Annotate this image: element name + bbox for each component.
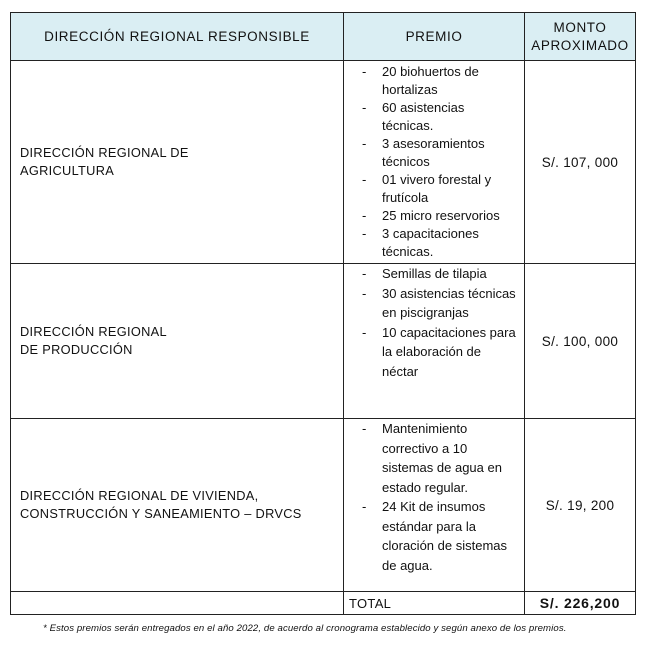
prize-list — [344, 419, 524, 575]
total-amount: S/. 226,200 — [525, 592, 636, 615]
footnote: * Estos premios serán entregados en el año 2022, de acuerdo al cronograma establecido y según anexo de los premios. — [43, 623, 567, 634]
prize-item: - 30 asistencias técnicas en piscigranjas — [382, 284, 516, 323]
direction-line1: DIRECCIÓN REGIONAL DE — [20, 145, 189, 160]
direction-line2: DE PRODUCCIÓN — [20, 342, 133, 357]
table-row — [11, 264, 636, 419]
direction-line2: CONSTRUCCIÓN Y SANEAMIENTO – DRVCS — [20, 506, 302, 521]
header-direction: DIRECCIÓN REGIONAL RESPONSIBLE — [11, 13, 344, 61]
table-row — [11, 419, 636, 592]
header-amount-line2: APROXIMADO — [531, 37, 629, 53]
direction-cell — [11, 419, 344, 592]
prize-cell — [344, 61, 525, 264]
prize-item: - 25 micro reservorios — [382, 207, 516, 225]
amount-cell: S/. 107, 000 — [525, 61, 636, 264]
prize-item: - 24 Kit de insumos estándar para la cloración de sistemas de agua. — [382, 497, 516, 575]
prize-item: - 20 biohuertos de hortalizas — [382, 63, 516, 99]
prize-cell — [344, 419, 525, 592]
amount-cell: S/. 19, 200 — [525, 419, 636, 592]
total-empty-cell — [11, 592, 344, 615]
prize-item: - 3 asesoramientos técnicos — [382, 135, 516, 171]
prize-item: - 10 capacitaciones para la elaboración de néctar — [382, 323, 516, 382]
header-amount — [525, 13, 636, 61]
awards-table — [10, 12, 636, 615]
prize-list — [344, 63, 524, 261]
total-label: TOTAL — [344, 592, 525, 615]
total-row — [11, 592, 636, 615]
header-prize: PREMIO — [344, 13, 525, 61]
prize-cell — [344, 264, 525, 419]
prize-item: - 01 vivero forestal y frutícola — [382, 171, 516, 207]
prize-item: - 3 capacitaciones técnicas. — [382, 225, 516, 261]
prize-list — [344, 264, 524, 381]
table-row — [11, 61, 636, 264]
prize-item: - Mantenimiento correctivo a 10 sistemas de agua en estado regular. — [382, 419, 516, 497]
direction-cell — [11, 264, 344, 419]
amount-cell: S/. 100, 000 — [525, 264, 636, 419]
header-row — [11, 13, 636, 61]
prize-item: - 60 asistencias técnicas. — [382, 99, 516, 135]
direction-line1: DIRECCIÓN REGIONAL DE VIVIENDA, — [20, 488, 259, 503]
direction-line1: DIRECCIÓN REGIONAL — [20, 324, 167, 339]
prize-item: - Semillas de tilapia — [382, 264, 516, 284]
direction-cell — [11, 61, 344, 264]
direction-line2: AGRICULTURA — [20, 163, 115, 178]
header-amount-line1: MONTO — [553, 19, 607, 35]
